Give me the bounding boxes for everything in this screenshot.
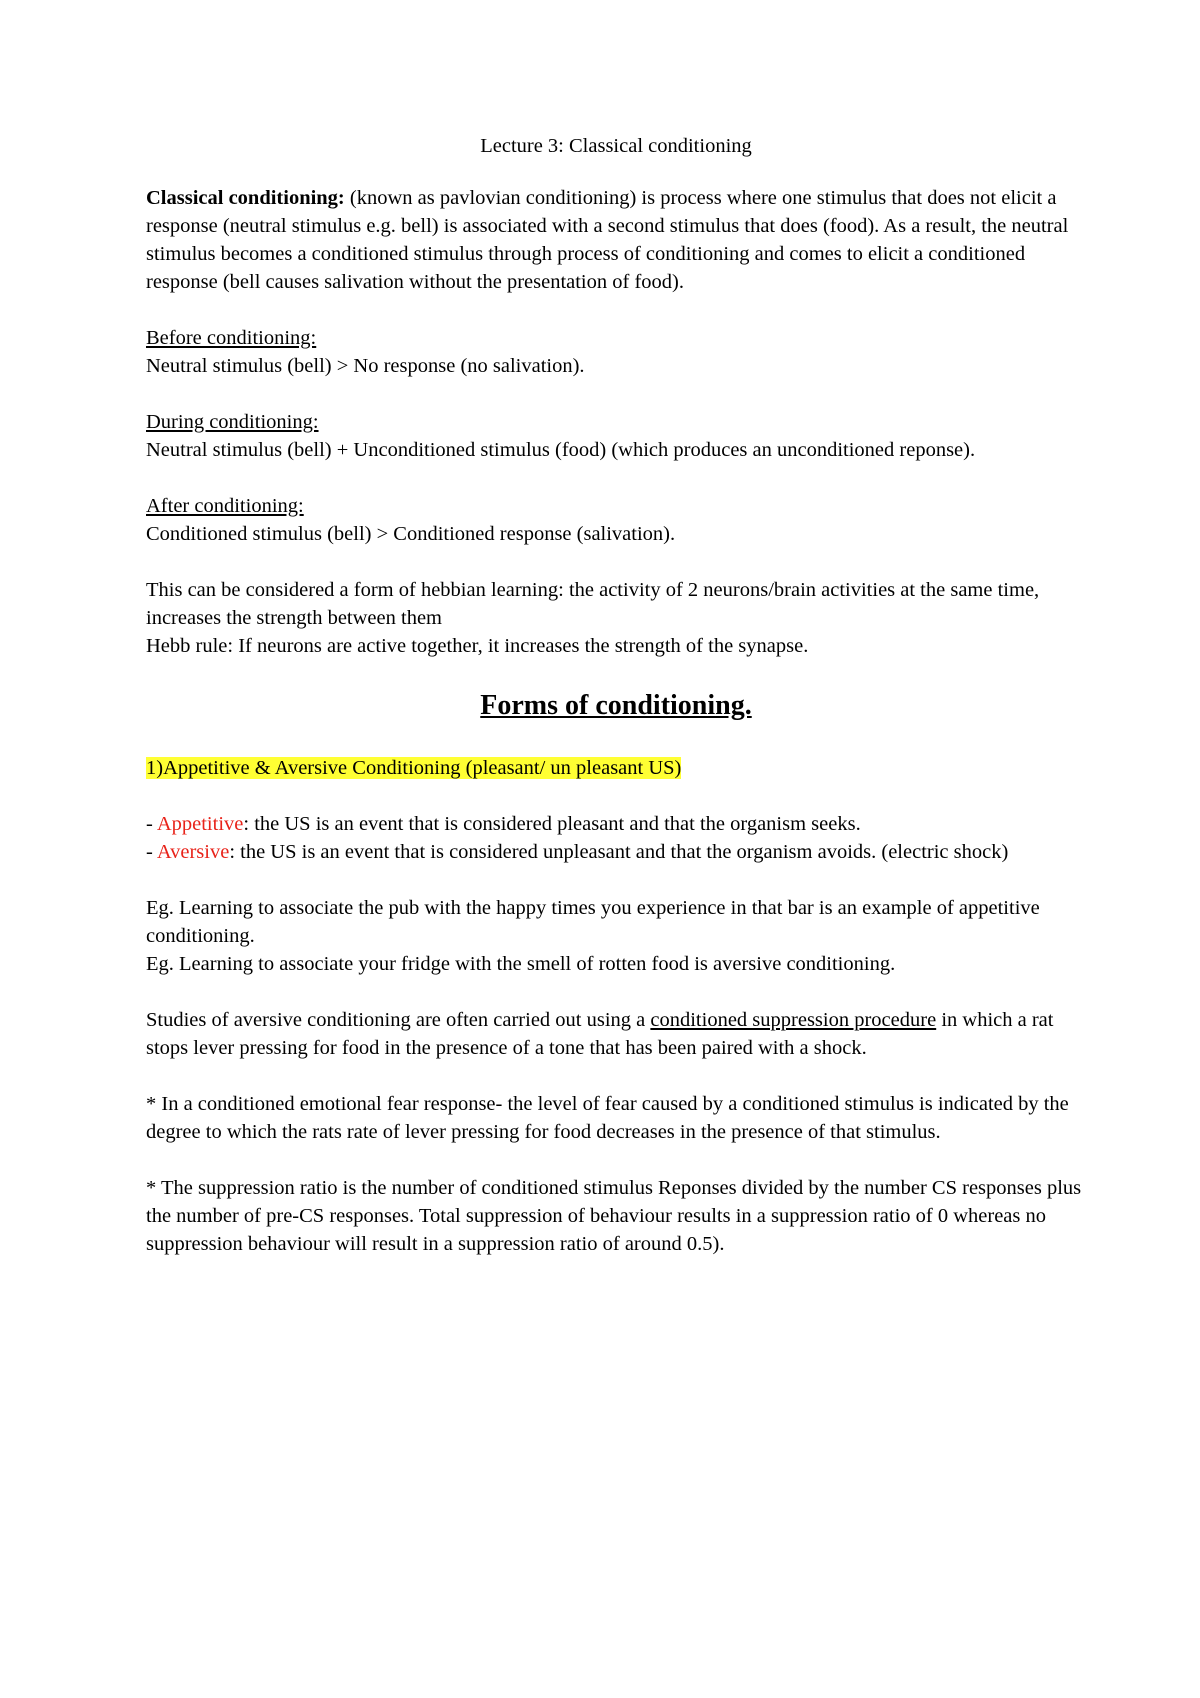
appetitive-line bbox=[146, 810, 1086, 838]
hebbian-block bbox=[146, 576, 1086, 660]
after-conditioning-block bbox=[146, 492, 1086, 548]
appetitive-prefix: - bbox=[146, 813, 157, 835]
appetitive-aversive-block bbox=[146, 810, 1086, 866]
after-conditioning-heading: After conditioning: bbox=[146, 495, 304, 517]
appetitive-term: Appetitive bbox=[156, 813, 244, 835]
hebb-rule-text: Hebb rule: If neurons are active together, it increases the strength of the synapse. bbox=[146, 635, 809, 657]
studies-text-before: Studies of aversive conditioning are often carried out using a bbox=[146, 1009, 651, 1031]
intro-text: (known as pavlovian conditioning) is process where one stimulus that does not elicit a response (neutral stimulus e.g. bell) is associated with a second stimulus that does (food). As a result, the neutral stimulus becomes a conditioned stimulus through process of conditioning and comes to elicit a conditioned response (bell causes salivation without the presentation of food). bbox=[146, 187, 1069, 293]
examples-block bbox=[146, 894, 1086, 978]
studies-paragraph bbox=[146, 1006, 1086, 1062]
aversive-prefix: - bbox=[146, 841, 157, 863]
appetitive-text: : the US is an event that is considered pleasant and that the organism seeks. bbox=[243, 813, 861, 835]
during-conditioning-heading: During conditioning: bbox=[146, 411, 319, 433]
intro-term: Classical conditioning: bbox=[146, 187, 345, 209]
before-conditioning-text: Neutral stimulus (bell) > No response (no salivation). bbox=[146, 355, 585, 377]
studies-text-after: in which a rat stops lever pressing for food in the presence of a tone that has been paired with a shock. bbox=[146, 1009, 1054, 1059]
aversive-line bbox=[146, 838, 1086, 866]
section1-heading: 1)Appetitive & Aversive Conditioning (pleasant/ un pleasant US) bbox=[146, 757, 682, 779]
document-page bbox=[146, 132, 1086, 1286]
fear-response-note: * In a conditioned emotional fear response- the level of fear caused by a conditioned stimulus is indicated by the degree to which the rats rate of lever pressing for food decreases in the presence of that stimulus. bbox=[146, 1093, 1069, 1143]
before-conditioning-block bbox=[146, 324, 1086, 380]
example-appetitive: Eg. Learning to associate the pub with the happy times you experience in that bar is an example of appetitive conditioning. bbox=[146, 897, 1040, 947]
section1-heading-block bbox=[146, 754, 1086, 782]
aversive-text: : the US is an event that is considered unpleasant and that the organism avoids. (electric shock) bbox=[229, 841, 1009, 863]
studies-term: conditioned suppression procedure bbox=[650, 1009, 937, 1031]
after-conditioning-text: Conditioned stimulus (bell) > Conditioned response (salivation). bbox=[146, 523, 676, 545]
before-conditioning-heading: Before conditioning: bbox=[146, 327, 317, 349]
during-conditioning-text: Neutral stimulus (bell) + Unconditioned stimulus (food) (which produces an unconditioned reponse). bbox=[146, 439, 976, 461]
aversive-term: Aversive bbox=[156, 841, 230, 863]
example-aversive: Eg. Learning to associate your fridge with the smell of rotten food is aversive conditioning. bbox=[146, 953, 896, 975]
intro-paragraph bbox=[146, 184, 1086, 296]
forms-heading: Forms of conditioning. bbox=[480, 690, 752, 721]
during-conditioning-block bbox=[146, 408, 1086, 464]
page-title: Lecture 3: Classical conditioning bbox=[480, 135, 752, 157]
suppression-ratio-note: * The suppression ratio is the number of conditioned stimulus Reponses divided by the number CS responses plus the number of pre-CS responses. Total suppression of behaviour results in a suppression ratio of 0 whereas no suppression behaviour will result in a suppression ratio of around 0.5). bbox=[146, 1177, 1082, 1255]
hebbian-text: This can be considered a form of hebbian learning: the activity of 2 neurons/brain activities at the same time, increases the strength between them bbox=[146, 579, 1040, 629]
